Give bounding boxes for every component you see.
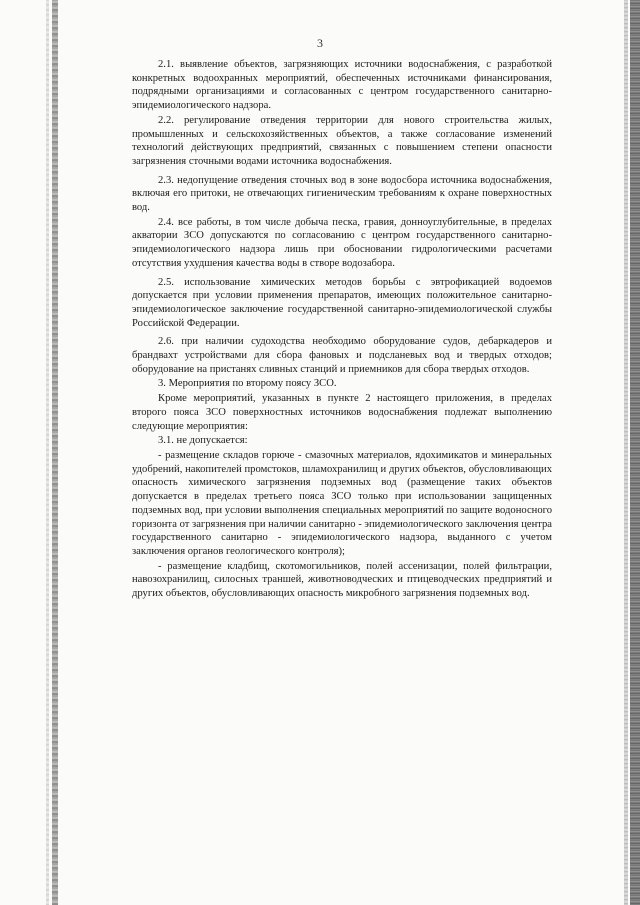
scan-edge-right-inner [624,0,628,905]
scan-edge-right [630,0,640,905]
paragraph-2-3: 2.3. недопущение отведения сточных вод в зоне водосбора источника водоснабжения, включая его притоки, не отвечающих гигиеническим требованиям к охране поверхностных вод. [132,174,552,214]
paragraph-2-1: 2.1. выявление объектов, загрязняющих источники водоснабжения, с разработкой конкретных водоохранных мероприятий, обеспеченных источниками финансирования, подрядными организациями и согласованных с центром государственного санитарно-эпидемиологического надзора. [132,59,552,112]
paragraph-3-1: 3.1. не допускается: [158,435,248,447]
list-item-chemical: - размещение складов горюче - смазочных материалов, ядохимикатов и минеральных удобрений, накопителей промстоков, шламохранилищ и других объектов, обусловливающих опасность химического загрязнения подземных вод (размещение таких объектов допускается в пределах третьего пояса ЗСО только при использовании защищенных подземных вод, при условии выполнения специальных мероприятий по защите водоносного горизонта от загрязнения при наличии санитарно - эпидемиологического заключения центра государственного санитарно - эпидемиологического надзора, выданного с учетом заключения органов геологического контроля); [132,449,552,557]
section-3-heading: 3. Мероприятия по второму поясу ЗСО. [158,378,337,390]
paragraph-2-6: 2.6. при наличии судоходства необходимо оборудование судов, дебаркадеров и брандвахт устройствами для сбора фановых и подсланевых вод и твердых отходов; оборудование на пристанях сливных станций и приемников для сбора твердых отходов. [132,336,552,375]
document-body [132,58,552,601]
list-item-microbial: - размещение кладбищ, скотомогильников, полей ассенизации, полей фильтрации, навозохранилищ, силосных траншей, животноводческих и птицеводческих предприятий и других объектов, обусловливающих опасность микробного загрязнения подземных вод. [132,560,552,600]
paragraph-2-4: 2.4. все работы, в том числе добыча песка, гравия, донноуглубительные, в пределах акватории ЗСО допускаются по согласованию с центром государственного санитарно-эпидемиологического надзора лишь при обосновании гидрологическими расчетами отсутствия ухудшения качества воды в створе водозабора. [132,216,552,269]
paragraph-2-2: 2.2. регулирование отведения территории для нового строительства жилых, промышленных и сельскохозяйственных объектов, а также согласование изменений технологий действующих предприятий, связанных с повышением степени опасности загрязнения сточными водами источника водоснабжения. [132,114,552,167]
paragraph-2-5: 2.5. использование химических методов борьбы с эвтрофикацией водоемов допускается при условии применения препаратов, имеющих положительное санитарно-эпидемиологическое заключение государственной санитарно-эпидемиологической службы Российской Федерации. [132,276,552,329]
paragraph-3-intro: Кроме мероприятий, указанных в пункте 2 настоящего приложения, в пределах второго пояса ЗСО поверхностных источников водоснабжения подлежат выполнению следующие мероприятия: [132,393,552,432]
page-number: 3 [317,36,323,50]
scan-edge-left [52,0,58,905]
scan-edge-left-inner [46,0,49,905]
